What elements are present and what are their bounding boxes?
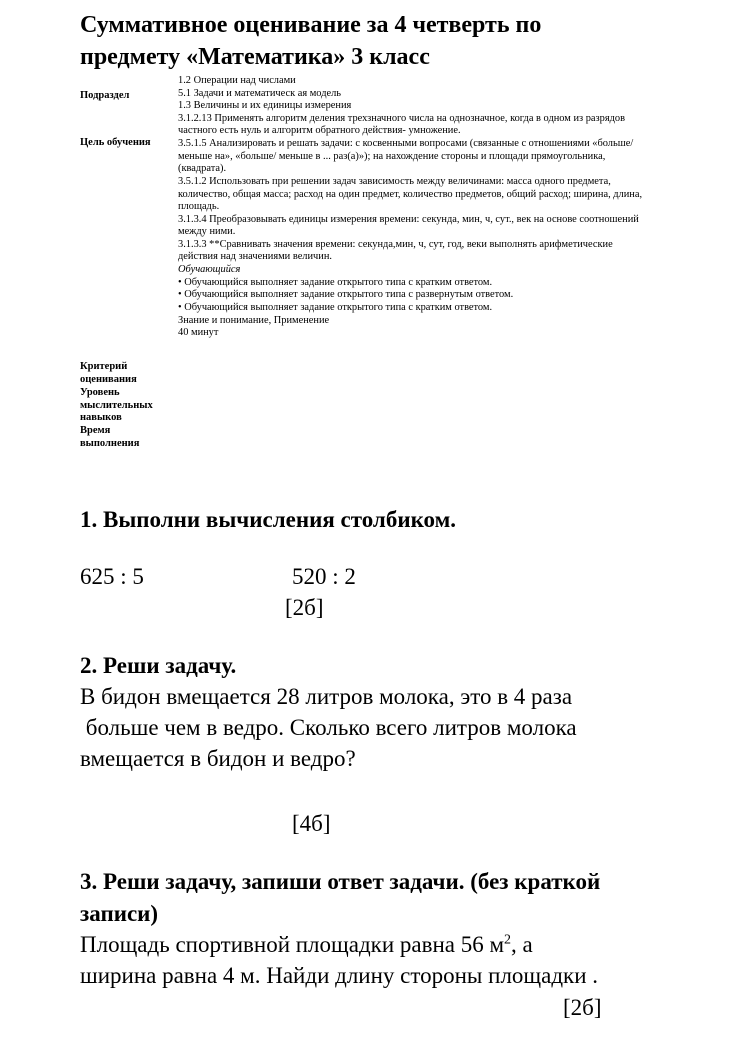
info-line: между ними. xyxy=(178,226,236,237)
task-1-heading: 1. Выполни вычисления столбиком. xyxy=(80,507,457,532)
info-line: Знание и понимание, Применение xyxy=(178,315,330,326)
task-2-heading: 2. Реши задачу. xyxy=(80,653,237,678)
task-1-points: [2б] xyxy=(285,595,324,620)
task-1-expression-2: 520 : 2 xyxy=(292,564,356,589)
task-1-expression-1: 625 : 5 xyxy=(80,564,144,589)
task-2-points: [4б] xyxy=(292,811,331,836)
info-line-learner: Обучающийся xyxy=(178,264,241,275)
info-line: 3.5.1.2 Использовать при решении задач зависимость между величинами: масса одного предмета, xyxy=(178,176,611,187)
task-2-text-line-1: В бидон вмещается 28 литров молока, это в 4 раза xyxy=(80,684,573,709)
info-line: 3.1.3.4 Преобразовывать единицы измерения времени: секунда, мин, ч, сут., век на основе соотношений xyxy=(178,214,639,225)
info-line: частного есть нуль и алгоритм обратного действия- умножение. xyxy=(178,125,461,136)
task-3-heading-line-1: 3. Реши задачу, запиши ответ задачи. (без краткой xyxy=(80,869,601,894)
info-line: 3.5.1.5 Анализировать и решать задачи: с косвенными вопросами (связанные с отношениями «больше/ xyxy=(178,138,634,149)
subsection-label: Подраздел xyxy=(80,90,130,101)
task-3-text-line-1 xyxy=(80,929,533,960)
info-line: (квадрата). xyxy=(178,163,227,174)
info-line: 1.2 Операции над числами xyxy=(178,75,296,86)
info-line: площадь. xyxy=(178,201,220,212)
task-2-text-line-2: больше чем в ведро. Сколько всего литров молока xyxy=(80,715,577,740)
task-3-text-line-2: ширина равна 4 м. Найди длину стороны площадки . xyxy=(80,963,599,988)
task-3-text-end: , а xyxy=(511,932,533,957)
task-3-points: [2б] xyxy=(563,995,602,1020)
criteria-label: Критерий xyxy=(80,361,128,372)
info-line: действия над значениями величин. xyxy=(178,251,332,262)
thinking-level-label: Уровень xyxy=(80,387,120,398)
thinking-level-label-2: мыслительных xyxy=(80,400,153,411)
task-3-heading-line-2: записи) xyxy=(80,901,159,926)
info-line: 3.1.2.13 Применять алгоритм деления трехзначного числа на однозначное, когда в одном из разрядов xyxy=(178,113,626,124)
page-title-line-2: предмету «Математика» 3 класс xyxy=(80,44,430,70)
thinking-level-label-3: навыков xyxy=(80,412,122,423)
page-title-line-1: Суммативное оценивание за 4 четверть по xyxy=(80,12,542,38)
info-line: меньше на», «больше/ меньше в ... раз(а)»); на нахождение стороны и площади прямоугольника, xyxy=(178,151,606,162)
info-line: 1.3 Величины и их единицы измерения xyxy=(178,100,352,111)
task-3-text-start: Площадь спортивной площадки равна 56 м xyxy=(80,932,505,957)
square-exponent: 2 xyxy=(504,932,512,948)
info-line: 3.1.3.3 **Сравнивать значения времени: секунда,мин, ч, сут, год, веки выполнять арифметические xyxy=(178,239,613,250)
info-line: 40 минут xyxy=(178,327,219,338)
criteria-label-2: оценивания xyxy=(80,374,137,385)
completion-time-label: Время xyxy=(80,425,111,436)
info-line: • Обучающийся выполняет задание открытого типа с кратким ответом. xyxy=(178,302,493,313)
info-line: • Обучающийся выполняет задание открытого типа с развернутым ответом. xyxy=(178,289,514,300)
info-line: количество, общая масса; расход на один предмет, количество предметов, общий расход; ширина, длина, xyxy=(178,189,643,200)
info-line: 5.1 Задачи и математическ ая модель xyxy=(178,88,342,99)
info-line: • Обучающийся выполняет задание открытого типа с кратким ответом. xyxy=(178,277,493,288)
completion-time-label-2: выполнения xyxy=(80,438,140,449)
goal-label: Цель обучения xyxy=(80,137,151,148)
task-2-text-line-3: вмещается в бидон и ведро? xyxy=(80,746,356,771)
